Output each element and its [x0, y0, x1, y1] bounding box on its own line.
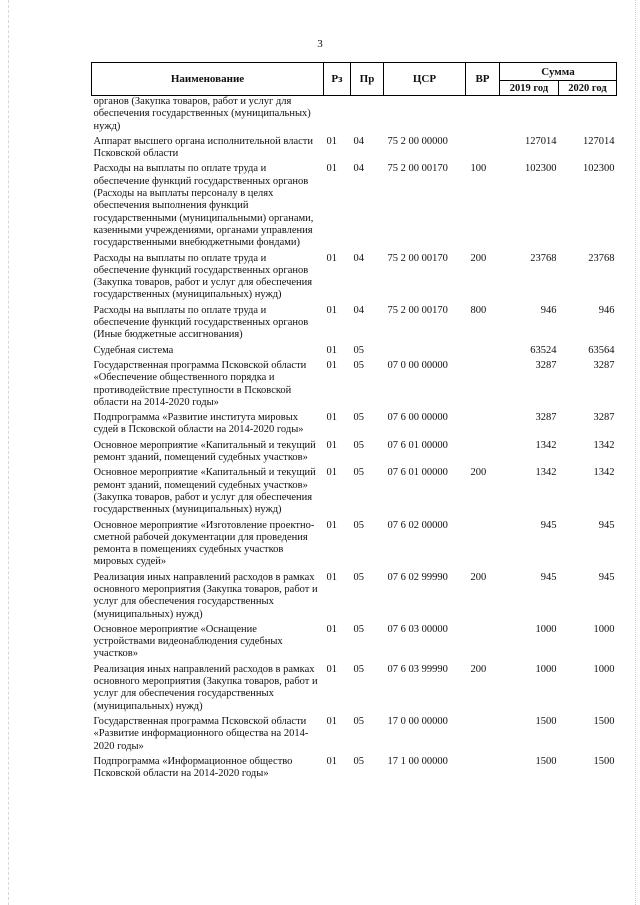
- cell-y2020: 63564: [588, 344, 615, 356]
- table-row: [92, 467, 617, 519]
- cell-pr: 05: [353, 519, 364, 531]
- cell-y2019: 1000: [535, 623, 557, 635]
- cell-y2020: 945: [598, 571, 615, 583]
- cell-name: Расходы на выплаты по оплате труда и обеспечение функций государственных органов (Иные бюджетные ассигнования): [93, 304, 309, 341]
- header-vr: ВР: [466, 63, 500, 96]
- cell-rz: 01: [326, 571, 337, 583]
- cell-csr: 07 6 00 00000: [387, 412, 448, 424]
- cell-pr: 05: [353, 412, 364, 424]
- cell-vr: 800: [470, 304, 487, 316]
- cell-y2020: 23768: [588, 252, 615, 264]
- cell-csr: 17 0 00 00000: [387, 715, 448, 727]
- cell-pr: [351, 96, 384, 136]
- cell-y2019: 102300: [525, 163, 557, 175]
- scan-edge-right: [635, 0, 636, 905]
- cell-name: Подпрограмма «Развитие института мировых судей в Псковской области на 2014-2020 годы»: [93, 412, 304, 436]
- cell-rz: 01: [326, 359, 337, 371]
- table-row: [92, 624, 617, 664]
- cell-vr: [466, 440, 500, 468]
- cell-y2020: 1500: [593, 755, 615, 767]
- cell-pr: 05: [353, 467, 364, 479]
- cell-vr: 200: [470, 663, 487, 675]
- cell-y2019: 1500: [535, 715, 557, 727]
- cell-y2019: 1342: [535, 439, 557, 451]
- cell-pr: 05: [353, 439, 364, 451]
- cell-rz: 01: [326, 439, 337, 451]
- cell-csr: 17 1 00 00000: [387, 755, 448, 767]
- cell-pr: 04: [353, 304, 364, 316]
- cell-y2019: 1342: [535, 467, 557, 479]
- page-number: 3: [317, 38, 323, 50]
- cell-rz: [324, 96, 351, 136]
- header-name: Наименование: [92, 63, 324, 96]
- cell-pr: 05: [353, 359, 364, 371]
- cell-y2020: 1342: [593, 439, 615, 451]
- cell-y2019: 1000: [535, 663, 557, 675]
- cell-y2019: 946: [540, 304, 557, 316]
- table-row: [92, 253, 617, 305]
- table-row: [92, 440, 617, 468]
- header-year-2019: 2019 год: [500, 81, 559, 96]
- cell-y2019: 127014: [525, 135, 557, 147]
- cell-rz: 01: [326, 304, 337, 316]
- cell-vr: [466, 136, 500, 164]
- cell-name: Расходы на выплаты по оплате труда и обеспечение функций государственных органов (Закупка товаров, работ и услуг для обеспечения государственных (муниципальных) нужд): [93, 252, 313, 301]
- cell-rz: 01: [326, 412, 337, 424]
- cell-pr: 04: [353, 252, 364, 264]
- cell-vr: [466, 624, 500, 664]
- header-sum: Сумма: [500, 63, 617, 81]
- cell-y2019: 945: [540, 519, 557, 531]
- cell-y2020: [559, 96, 617, 136]
- cell-y2019: 1500: [535, 755, 557, 767]
- budget-table: [91, 62, 617, 783]
- cell-csr: 75 2 00 00170: [387, 163, 448, 175]
- header-rz: Рз: [324, 63, 351, 96]
- table-row: [92, 96, 617, 136]
- cell-y2020: 3287: [593, 412, 615, 424]
- cell-name: Подпрограмма «Информационное общество Псковской области на 2014-2020 годы»: [93, 755, 293, 780]
- table-row: [92, 572, 617, 624]
- cell-vr: [466, 96, 500, 136]
- cell-name: Основное мероприятие «Изготовление проектно-сметной рабочей документации для проведения ремонта в помещениях судебных участков мировых судей»: [93, 519, 315, 568]
- table-row: [92, 345, 617, 360]
- cell-csr: 75 2 00 00170: [387, 304, 448, 316]
- cell-vr: 100: [470, 163, 487, 175]
- cell-name: Основное мероприятие «Капитальный и текущий ремонт зданий, помещений судебных участков»: [93, 439, 316, 464]
- cell-name: Судебная система: [93, 344, 174, 356]
- cell-rz: 01: [326, 755, 337, 767]
- cell-pr: 05: [353, 663, 364, 675]
- cell-pr: 05: [353, 755, 364, 767]
- header-year-2020: 2020 год: [559, 81, 617, 96]
- cell-csr: [384, 345, 466, 360]
- cell-y2020: 3287: [593, 359, 615, 371]
- scan-edge-left: [8, 0, 9, 905]
- cell-y2020: 945: [598, 519, 615, 531]
- table-row: [92, 136, 617, 164]
- cell-y2020: 102300: [583, 163, 615, 175]
- cell-rz: 01: [326, 519, 337, 531]
- cell-name: Реализация иных направлений расходов в рамках основного мероприятия (Закупка товаров, работ и услуг для обеспечения государственных (муниципальных) нужд): [93, 663, 318, 712]
- cell-csr: 07 0 00 00000: [387, 359, 448, 371]
- cell-csr: 75 2 00 00000: [387, 135, 448, 147]
- cell-y2020: 1000: [593, 663, 615, 675]
- cell-pr: 05: [353, 571, 364, 583]
- cell-name: Основное мероприятие «Оснащение устройствами видеонаблюдения судебных участков»: [93, 623, 283, 660]
- cell-csr: 07 6 01 00000: [387, 467, 448, 479]
- cell-rz: 01: [326, 663, 337, 675]
- cell-name: Аппарат высшего органа исполнительной власти Псковской области: [93, 135, 314, 160]
- cell-name: Государственная программа Псковской области «Развитие информационного общества на 2014-2020 годы»: [93, 715, 309, 752]
- table-row: [92, 163, 617, 252]
- table-row: [92, 412, 617, 440]
- cell-pr: 05: [353, 623, 364, 635]
- cell-pr: 04: [353, 163, 364, 175]
- cell-csr: 75 2 00 00170: [387, 252, 448, 264]
- cell-csr: 07 6 03 00000: [387, 623, 448, 635]
- cell-y2020: 127014: [583, 135, 615, 147]
- table-body: [92, 96, 617, 784]
- cell-pr: 05: [353, 344, 364, 356]
- cell-y2020: 1500: [593, 715, 615, 727]
- cell-y2019: 23768: [530, 252, 557, 264]
- cell-rz: 01: [326, 715, 337, 727]
- cell-y2019: 945: [540, 571, 557, 583]
- cell-rz: 01: [326, 252, 337, 264]
- cell-rz: 01: [326, 163, 337, 175]
- cell-vr: [466, 345, 500, 360]
- cell-csr: 07 6 01 00000: [387, 439, 448, 451]
- table-row: [92, 520, 617, 572]
- cell-y2019: 3287: [535, 359, 557, 371]
- cell-y2019: 3287: [535, 412, 557, 424]
- cell-csr: [384, 96, 466, 136]
- cell-vr: 200: [470, 467, 487, 479]
- cell-vr: [466, 756, 500, 784]
- cell-name: органов (Закупка товаров, работ и услуг для обеспечения государственных (муниципальных) нужд): [93, 96, 311, 132]
- cell-y2019: [500, 96, 559, 136]
- table-row: [92, 360, 617, 412]
- budget-table-container: [91, 62, 616, 783]
- cell-rz: 01: [326, 135, 337, 147]
- cell-name: Государственная программа Псковской области «Обеспечение общественного порядка и противодействие преступности в Псковской области на 2014-2020 годы»: [93, 359, 307, 408]
- cell-name: Реализация иных направлений расходов в рамках основного мероприятия (Закупка товаров, работ и услуг для обеспечения государственных (муниципальных) нужд): [93, 571, 318, 620]
- table-row: [92, 664, 617, 716]
- cell-csr: 07 6 02 00000: [387, 519, 448, 531]
- table-header: [92, 63, 617, 96]
- cell-csr: 07 6 02 99990: [387, 571, 448, 583]
- cell-name: Основное мероприятие «Капитальный и текущий ремонт зданий, помещений судебных участков» (Закупка товаров, работ и услуг для обеспечения государственных (муниципальных) нужд): [93, 467, 316, 516]
- table-row: [92, 716, 617, 756]
- table-row: [92, 756, 617, 784]
- cell-vr: [466, 520, 500, 572]
- cell-y2020: 1000: [593, 623, 615, 635]
- table-row: [92, 305, 617, 345]
- cell-vr: [466, 716, 500, 756]
- cell-rz: 01: [326, 344, 337, 356]
- cell-vr: 200: [470, 571, 487, 583]
- cell-vr: [466, 412, 500, 440]
- cell-vr: 200: [470, 252, 487, 264]
- cell-y2020: 1342: [593, 467, 615, 479]
- cell-y2020: 946: [598, 304, 615, 316]
- cell-name: Расходы на выплаты по оплате труда и обеспечение функций государственных органов (Расходы на выплаты персоналу в целях обеспечения выполнения функций государственными (муниципальными) органами, казенными учреждениями, органами управления государственными внебюджетными фондами): [93, 163, 314, 249]
- cell-y2019: 63524: [530, 344, 557, 356]
- cell-rz: 01: [326, 467, 337, 479]
- cell-csr: 07 6 03 99990: [387, 663, 448, 675]
- cell-pr: 05: [353, 715, 364, 727]
- header-pr: Пр: [351, 63, 384, 96]
- header-csr: ЦСР: [384, 63, 466, 96]
- cell-pr: 04: [353, 135, 364, 147]
- cell-rz: 01: [326, 623, 337, 635]
- cell-vr: [466, 360, 500, 412]
